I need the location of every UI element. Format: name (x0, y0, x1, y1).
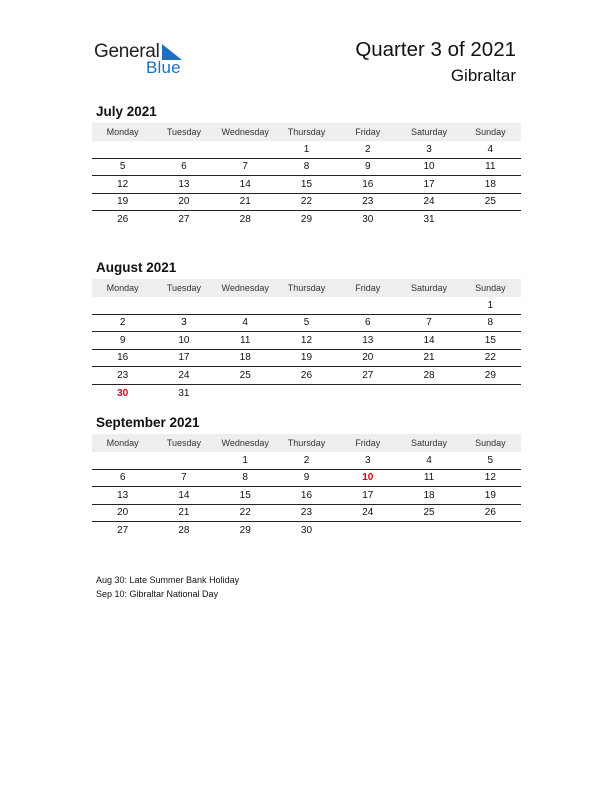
day-cell: 20 (178, 196, 190, 208)
holiday-day-cell: 30 (117, 387, 129, 399)
day-cell: 27 (178, 214, 190, 226)
day-cell: 19 (117, 196, 129, 208)
day-cell: 17 (362, 489, 374, 501)
day-cell: 17 (178, 352, 190, 364)
day-cell: 14 (423, 334, 435, 346)
day-cell: 1 (487, 299, 494, 311)
day-cell: 11 (423, 472, 435, 484)
day-cell: 4 (426, 454, 432, 466)
day-cell: 21 (239, 196, 251, 208)
week-row (92, 141, 521, 159)
week-row (92, 367, 521, 385)
month-september (92, 415, 521, 540)
day-cell: 29 (484, 369, 496, 381)
week-row (92, 452, 521, 470)
day-cell: 8 (242, 472, 248, 484)
day-cell: 21 (423, 352, 435, 364)
day-cell: 4 (242, 317, 248, 329)
day-cell: 26 (300, 369, 313, 381)
day-cell: 22 (300, 196, 313, 208)
day-cell: 28 (239, 214, 251, 226)
month-title: September 2021 (96, 415, 200, 430)
day-cell: 13 (178, 178, 190, 190)
weekday-label: Monday (106, 438, 139, 448)
day-cell: 22 (484, 352, 496, 364)
day-cell: 23 (117, 369, 129, 381)
day-cell: 28 (178, 525, 190, 537)
day-cell: 15 (239, 489, 251, 501)
day-cell: 15 (484, 334, 496, 346)
day-cell: 10 (423, 161, 435, 173)
day-cell: 2 (364, 143, 371, 155)
day-cell: 29 (239, 525, 251, 537)
page-title: Quarter 3 of 2021 (355, 38, 516, 61)
day-cell: 31 (423, 214, 435, 226)
day-cell: 1 (242, 454, 248, 466)
day-cell: 21 (178, 507, 190, 519)
day-cell: 16 (300, 489, 313, 501)
month-july (92, 104, 521, 229)
day-cell: 16 (117, 352, 129, 364)
page-subtitle: Gibraltar (450, 66, 516, 85)
day-cell: 11 (240, 334, 251, 346)
month-august (92, 260, 521, 402)
week-row (92, 350, 521, 368)
day-cell: 23 (362, 196, 374, 208)
week-row (92, 297, 521, 315)
weekday-header (92, 434, 521, 452)
week-row (92, 315, 521, 333)
day-cell: 1 (303, 143, 310, 155)
weekday-label: Wednesday (221, 438, 269, 448)
week-row (92, 487, 521, 505)
day-cell: 5 (119, 161, 126, 173)
week-row (92, 470, 521, 488)
day-cell: 13 (362, 334, 374, 346)
month-title: August 2021 (96, 260, 177, 275)
logo-text-blue: Blue (146, 58, 181, 77)
week-row (92, 211, 521, 229)
weekday-label: Thursday (287, 127, 326, 137)
week-row (92, 505, 521, 523)
day-cell: 7 (242, 161, 248, 173)
day-cell: 12 (117, 178, 129, 190)
day-cell: 24 (178, 369, 190, 381)
day-cell: 6 (119, 472, 126, 484)
day-cell: 24 (423, 196, 435, 208)
week-row (92, 159, 521, 177)
day-cell: 23 (300, 507, 313, 519)
day-cell: 28 (423, 369, 435, 381)
weekday-label: Monday (106, 127, 139, 137)
day-cell: 3 (181, 317, 187, 329)
weekday-label: Saturday (411, 127, 448, 137)
day-cell: 3 (364, 454, 371, 466)
week-row (92, 522, 521, 540)
day-cell: 12 (484, 472, 496, 484)
day-cell: 27 (117, 525, 129, 537)
weekday-label: Sunday (475, 283, 506, 293)
day-cell: 30 (300, 525, 313, 537)
logo-text-general: General (94, 41, 160, 62)
day-cell: 31 (178, 387, 190, 399)
weekday-label: Saturday (411, 283, 448, 293)
weekday-header (92, 123, 521, 141)
brand-logo (94, 41, 204, 81)
month-title: July 2021 (96, 104, 157, 119)
day-cell: 2 (119, 317, 126, 329)
week-row (92, 332, 521, 350)
day-cell: 15 (300, 178, 313, 190)
day-cell: 9 (364, 161, 371, 173)
weekday-header (92, 279, 521, 297)
weekday-label: Friday (355, 283, 381, 293)
day-cell: 20 (362, 352, 374, 364)
day-cell: 9 (303, 472, 310, 484)
weekday-label: Thursday (287, 283, 326, 293)
week-row (92, 176, 521, 194)
day-cell: 6 (181, 161, 187, 173)
day-cell: 10 (178, 334, 190, 346)
day-cell: 29 (300, 214, 313, 226)
day-cell: 25 (484, 196, 496, 208)
day-cell: 5 (487, 454, 494, 466)
day-cell: 9 (119, 334, 126, 346)
day-cell: 14 (178, 489, 190, 501)
day-cell: 2 (303, 454, 310, 466)
day-cell: 5 (303, 317, 310, 329)
weekday-label: Friday (355, 438, 381, 448)
day-cell: 16 (362, 178, 374, 190)
day-cell: 12 (300, 334, 313, 346)
day-cell: 18 (239, 352, 251, 364)
day-cell: 26 (484, 507, 496, 519)
day-cell: 14 (239, 178, 251, 190)
weekday-label: Wednesday (221, 127, 269, 137)
day-cell: 19 (484, 489, 496, 501)
day-cell: 4 (487, 143, 494, 155)
day-cell: 24 (362, 507, 374, 519)
weekday-label: Tuesday (166, 438, 202, 448)
day-cell: 11 (485, 161, 496, 173)
day-cell: 18 (484, 178, 496, 190)
holiday-note: Aug 30: Late Summer Bank Holiday (96, 575, 240, 585)
day-cell: 26 (117, 214, 129, 226)
day-cell: 7 (181, 472, 187, 484)
day-cell: 19 (300, 352, 313, 364)
holiday-notes (96, 573, 239, 601)
day-cell: 20 (117, 507, 129, 519)
day-cell: 27 (362, 369, 374, 381)
weekday-label: Monday (106, 283, 139, 293)
weekday-label: Wednesday (221, 283, 269, 293)
day-cell: 3 (426, 143, 432, 155)
day-cell: 17 (423, 178, 435, 190)
weekday-label: Sunday (475, 438, 506, 448)
day-cell: 6 (364, 317, 371, 329)
day-cell: 25 (239, 369, 251, 381)
weekday-label: Tuesday (166, 127, 202, 137)
day-cell: 25 (423, 507, 435, 519)
day-cell: 18 (423, 489, 435, 501)
day-cell: 22 (239, 507, 251, 519)
week-row (92, 194, 521, 212)
week-row (92, 385, 521, 403)
weekday-label: Thursday (287, 438, 326, 448)
weekday-label: Saturday (411, 438, 448, 448)
holiday-note: Sep 10: Gibraltar National Day (96, 589, 219, 599)
day-cell: 7 (426, 317, 432, 329)
day-cell: 30 (362, 214, 374, 226)
weekday-label: Friday (355, 127, 381, 137)
day-cell: 8 (487, 317, 494, 329)
holiday-day-cell: 10 (362, 472, 374, 484)
day-cell: 13 (117, 489, 129, 501)
weekday-label: Tuesday (166, 283, 202, 293)
day-cell: 8 (303, 161, 310, 173)
weekday-label: Sunday (475, 127, 506, 137)
